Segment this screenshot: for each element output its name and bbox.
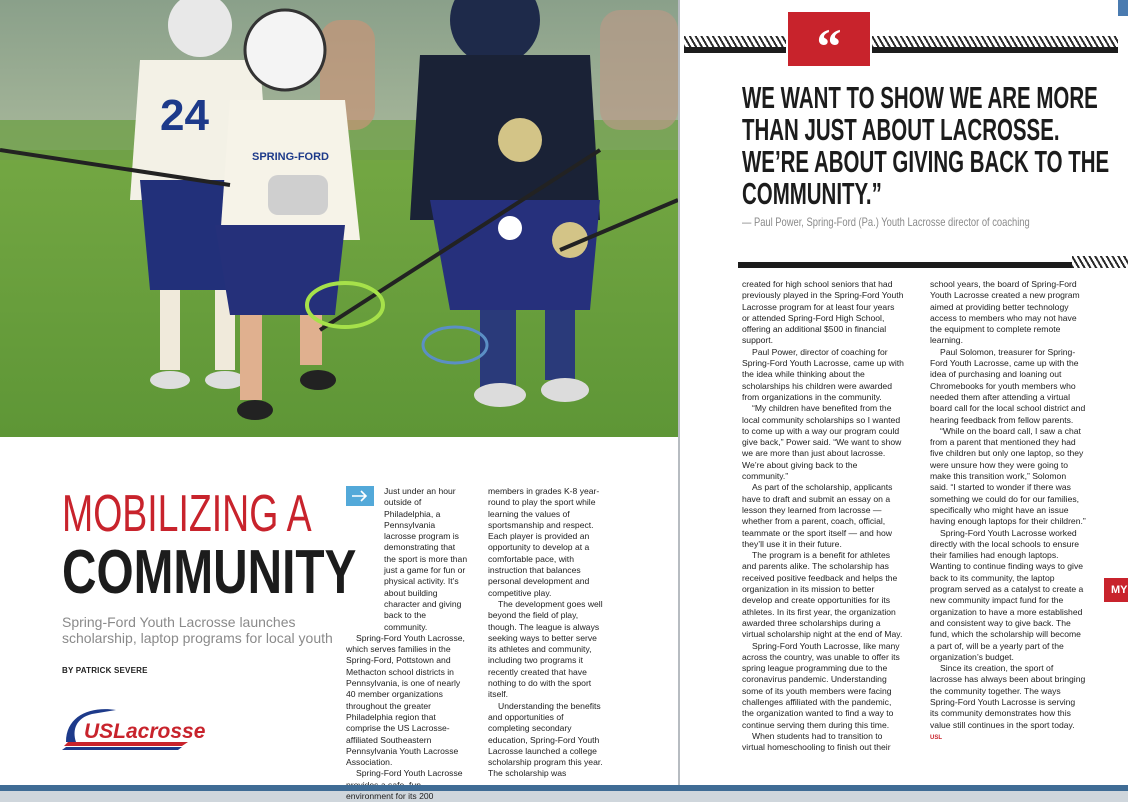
paragraph: Spring-Ford Youth Lacrosse, which serves families in the Spring-Ford, Pottstown and Methacton school districts in Pennsylvania, is one of nearly 40 member organizations throughout the greater Philadelphia region that comprise the US Lacrosse-affiliated Southeastern Pennsylvania Youth Lacrosse Association. [346,632,465,768]
paragraph: Understanding the benefits and opportunities of completing secondary education, Spring-Ford Youth Lacrosse launched a college scholarship program this year. The scholarship was [488,700,603,779]
article-column-3 [742,279,904,753]
headline-line-1: MOBILIZING A [62,485,312,543]
pull-quote-attribution: — Paul Power, Spring-Ford (Pa.) Youth Lacrosse director of coaching [742,215,1030,229]
article-column-2 [488,486,603,780]
logo-wordmark: USLacrosse [84,720,206,743]
hatch-divider [1072,256,1128,268]
paragraph: As part of the scholarship, applicants have to draft and submit an essay on a lesson they learned from lacrosse — whether from a parent, coach, official, teammate or the sport itself — and how they’ll use it in their future. [742,482,893,549]
rule-bar [872,47,1118,53]
quote-mark-icon: “ [816,18,842,74]
article-column-1 [346,486,468,802]
paragraph [930,663,1086,744]
jersey-number: 24 [160,91,209,140]
paragraph: The development goes well beyond the field of play, though. The league is always seeking ways to better serve its athletes and community, including two programs it recently created that have nothing to do with the sport itself. [488,598,603,700]
subheadline: Spring-Ford Youth Lacrosse launches scholarship, laptop programs for local youth [62,614,333,646]
us-lacrosse-logo [62,702,204,754]
article-column-4 [930,279,1086,744]
paragraph: Spring-Ford Youth Lacrosse, like many across the country, was unable to offer its spring league programming due to the coronavirus pandemic. Understanding some of its youth members were facing challenges affiliated with the pandemic, the organization wanted to find a way to continue serving them during this time. [742,640,900,730]
end-mark-icon: USL [930,734,942,741]
bottom-edge-bar [0,785,1128,791]
paragraph: When students had to transition to virtual homeschooling to finish out their [742,730,891,753]
paragraph: Just under an hour outside of Philadelphia, a Pennsylvania lacrosse program is demonstrating that the sport is more than just a game for fun or physical activity. It’s about building character and giving back to the community. [384,486,468,632]
section-tab[interactable]: MY [1104,578,1128,602]
us-lacrosse-logo-mark [62,702,204,754]
lacrosse-game-photo [0,0,678,437]
paragraph-text: Since its creation, the sport of lacrosse has always been about bringing the community together. The ways Spring-Ford Youth Lacrosse is serving its community demonstrates how this value still continues in the sport today. [930,663,1086,730]
paragraph: members in grades K-8 year-round to play the sport while learning the values of sportsmanship and respect. Each player is provided an opportunity to develop at a comfortable pace, with instruction that balances personal development and competitive play. [488,486,600,598]
pull-quote: WE WANT TO SHOW WE ARE MORE THAN JUST ABOUT LACROSSE. WE’RE ABOUT GIVING BACK TO THE COMMUNITY.” [742,80,1110,211]
paragraph: “While on the board call, I saw a chat from a parent that mentioned they had five children but only one laptop, so they were unsure how they were going to make this transition work,” Solomon said. “I started to wonder if there was something we could do for our families, specifically who might have an issue having enough laptops for their children.” [930,425,1086,527]
quote-mark-badge [788,12,870,74]
jersey-text: SPRING-FORD [252,151,329,163]
paragraph: created for high school seniors that had previously played in the Spring-Ford Youth Lacrosse program for at least four years or attended Spring-Ford High School, offering an additional $500 in financial support. [742,279,904,346]
byline: BY PATRICK SEVERE [62,666,148,675]
rule-bar [738,262,1072,268]
paragraph: Paul Solomon, treasurer for Spring-Ford Youth Lacrosse, came up with the idea of purchasing and loaning out Chromebooks for youth members who needed them after attending a virtual board call for the local school district and hearing feedback from fellow parents. [930,346,1086,425]
headline-line-2: COMMUNITY [62,538,357,607]
paragraph: Paul Power, director of coaching for Spring-Ford Youth Lacrosse, came up with the idea while thinking about the scholarships his children were awarded from organizations in the community. [742,346,904,402]
paragraph: The program is a benefit for athletes and parents alike. The scholarship has received positive feedback and helps the organization in its mission to better develop and create opportunities for its athletes. In its first year, the organization awarded three scholarships during a virtual scholarship night at the end of May. [742,550,903,640]
paragraph: Spring-Ford Youth Lacrosse environment for its 200 [346,768,463,802]
paragraph: “My children have benefited from the local community scholarships so I wanted to come up with a way our program could give back,” Power said. “We want to show we are more than just about lacrosse. We’re about giving back to the community.” [742,403,902,482]
page-edge-marker [1118,0,1128,16]
paragraph: school years, the board of Spring-Ford Youth Lacrosse created a new program aimed at providing better technology access to members who may not have the equipment to complete remote learning. [930,279,1080,346]
rule-bar [684,47,786,53]
photo-illustration [0,0,678,437]
paragraph: Spring-Ford Youth Lacrosse worked directly with the local schools to ensure their families had enough laptops. Wanting to continue finding ways to give back to its community, the laptop program served as a catalyst to create a new community impact fund for the organization to have a more established and consistent way to give back. The fund, which the scholarship will become a part of, will be a yearly part of the organization’s budget. [930,527,1084,662]
